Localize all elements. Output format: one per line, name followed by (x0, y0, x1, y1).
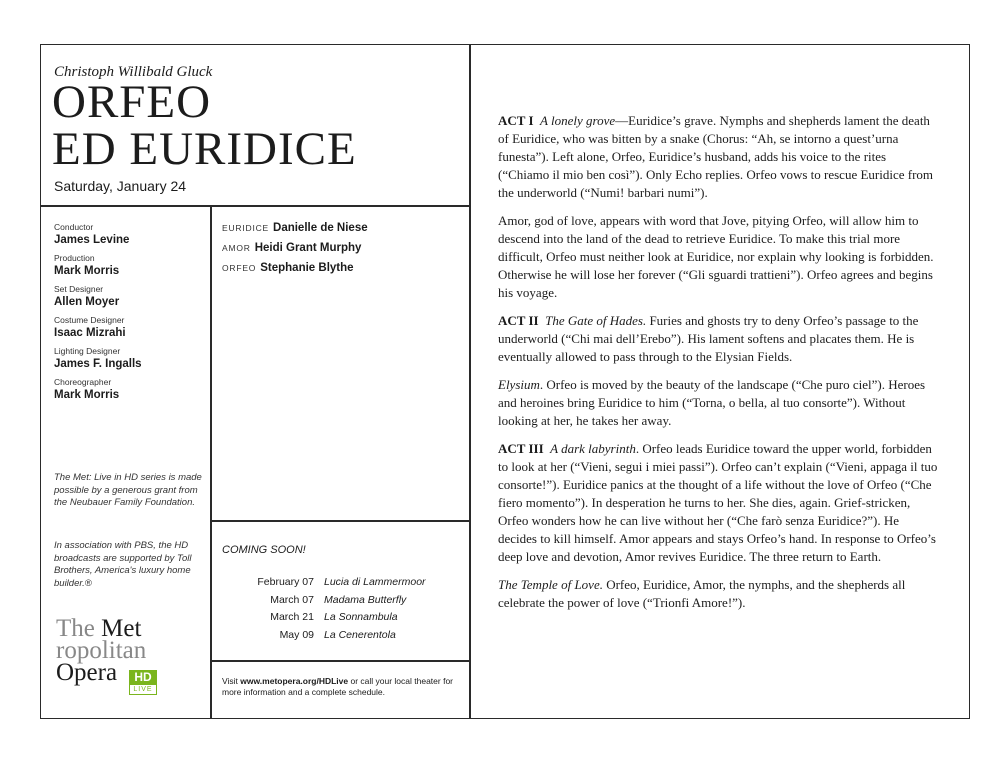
visit-suffix: or call your local theater for more information and a complete schedule. (222, 676, 454, 697)
act-label: ACT II (498, 313, 539, 328)
act-setting: Elysium (498, 377, 540, 392)
act-text: —Euridice’s grave. Nymphs and shepherds lament the death of Euridice, who was bitten by a snake (Chorus: “Ah, se intorno a quest’urna funesta”). Left alone, Orfeo, Euridice’s husband, adds his voice to the rites (“Chiamo il mio ben così”). Only Echo replies. Orfeo vows to rescue Euridice from the underworld (“Numi! barbari numi”). (498, 113, 934, 200)
visit-prefix: Visit (222, 676, 241, 686)
credit-name: James F. Ingalls (54, 358, 142, 370)
schedule-date: March 21 (270, 611, 314, 623)
coming-soon-heading: COMING SOON! (222, 544, 306, 556)
credit-name: James Levine (54, 234, 130, 246)
visit-note (222, 676, 467, 698)
synopsis-act1-continued: Amor, god of love, appears with word that Jove, pitying Orfeo, will allow him to descend into the land of the dead to retrieve Euridice. To make this trial more difficult, Orfeo must neither look at Euridice, nor explain why looking is forbidden. Otherwise he will lose her forever (“Gli sguardi trattieni”). Orfeo agrees and begins his voyage. (498, 213, 934, 300)
divider-coming (210, 520, 470, 522)
opera-title (52, 76, 357, 175)
act-setting: The Gate of Hades. (545, 313, 647, 328)
credit-item (54, 222, 204, 247)
credit-role: Choreographer (54, 377, 112, 387)
schedule-item (222, 627, 462, 645)
schedule-item (222, 609, 462, 627)
coming-soon-schedule (222, 574, 462, 644)
cast-item (222, 222, 462, 234)
hd-live-badge (129, 670, 157, 695)
opera-title-line2: ED EURIDICE (52, 123, 357, 175)
synopsis-act2 (498, 312, 938, 366)
credit-role: Production (54, 253, 95, 263)
composer-name: Christoph Willibald Gluck (54, 64, 213, 80)
credit-role: Lighting Designer (54, 346, 121, 356)
schedule-title: Lucia di Lammermoor (324, 576, 426, 588)
credit-item (54, 284, 204, 309)
divider-main (469, 44, 471, 719)
cast-role: AMOR (222, 243, 251, 253)
credit-item (54, 253, 204, 278)
performance-date: Saturday, January 24 (54, 178, 187, 194)
credits-list (54, 222, 204, 408)
hd-label: HD (129, 670, 157, 684)
credit-role: Conductor (54, 222, 94, 232)
credit-item (54, 346, 204, 371)
schedule-date: May 09 (279, 628, 314, 641)
schedule-title: Madama Butterfly (324, 593, 407, 606)
act-setting: The Temple of Love. (498, 577, 603, 592)
hdlive-link[interactable]: www.metopera.org/HDLive (240, 676, 349, 686)
cast-item (222, 242, 462, 254)
cast-role: EURIDICE (222, 223, 270, 233)
cast-name: Stephanie Blythe (260, 262, 354, 274)
live-label: LIVE (129, 684, 157, 695)
logo-the: The (56, 615, 95, 642)
act-text: . Orfeo is moved by the beauty of the landscape (“Che puro ciel”). Heroes and heroines bring Euridice to him (“Torna, o bella, al tuo consorte”). Without looking at her, he takes her away. (498, 377, 926, 428)
divider-header (40, 205, 470, 207)
cast-item (222, 262, 462, 274)
act-label: ACT III (498, 441, 544, 456)
synopsis-act3-continued (498, 576, 938, 612)
schedule-title: La Sonnambula (324, 611, 398, 623)
credit-name: Mark Morris (54, 389, 120, 401)
cast-list (222, 222, 462, 282)
credit-name: Allen Moyer (54, 296, 120, 308)
synopsis-act3 (498, 440, 938, 566)
act-setting: A lonely grove (540, 113, 616, 128)
act-text: . Orfeo leads Euridice toward the upper world, forbidden to look at her (“Vieni, segui i miei passi”). Orfeo can’t explain (“Vieni, appaga il tuo consorte!”). Euridice panics at the thought of a life without the love of Orfeo (“Che fiero momento”). In desperation he turns to her. She dies, again. Grief-stricken, Orfeo wonders how he can live without her (“Che farò senza Euridice?”). He decides to kill himself. Amor appears and stays Orfeo’s hand. In response to Orfeo’s deep love and devotion, Amor revives Euridice. The three return to Earth. (498, 441, 938, 564)
schedule-title: La Cenerentola (324, 628, 396, 641)
credit-item (54, 377, 204, 402)
act-text: Orfeo, Euridice, Amor, the nymphs, and the shepherds all celebrate the power of love (“Trionfi Amore!”). (498, 577, 906, 610)
cast-name: Heidi Grant Murphy (254, 242, 362, 254)
credit-name: Isaac Mizrahi (54, 327, 126, 339)
credit-item (54, 315, 204, 340)
synopsis-act2-continued (498, 376, 938, 430)
sponsor-note: The Met: Live in HD series is made possible by a generous grant from the Neubauer Family Foundation. (54, 472, 202, 508)
act-setting: A dark labyrinth (550, 441, 636, 456)
divider-credits (210, 205, 212, 719)
schedule-date: February 07 (257, 576, 314, 588)
opera-title-line1: ORFEO (52, 76, 212, 128)
synopsis (498, 112, 938, 622)
logo-met: Met (101, 615, 142, 642)
logo-opera: Opera (56, 659, 118, 686)
act-text: Furies and ghosts try to deny Orfeo’s passage to the underworld (“Chi mai dell’Erebo”). His lament softens and placates them. He is eventually allowed to pass through to the Elysian Fields. (498, 313, 919, 364)
schedule-item (222, 592, 462, 610)
cast-role: ORFEO (222, 263, 257, 273)
synopsis-act1 (498, 112, 938, 202)
act-label: ACT I (498, 113, 534, 128)
schedule-date: March 07 (270, 593, 314, 606)
schedule-item (222, 574, 462, 592)
credit-name: Mark Morris (54, 265, 120, 277)
pbs-note: In association with PBS, the HD broadcasts are supported by Toll Brothers, America's luxury home builder.® (54, 540, 192, 589)
credit-role: Costume Designer (54, 315, 125, 325)
cast-name: Danielle de Niese (273, 222, 368, 234)
divider-visit (210, 660, 470, 662)
logo-ropolitan: ropolitan (56, 637, 147, 664)
credit-role: Set Designer (54, 284, 104, 294)
